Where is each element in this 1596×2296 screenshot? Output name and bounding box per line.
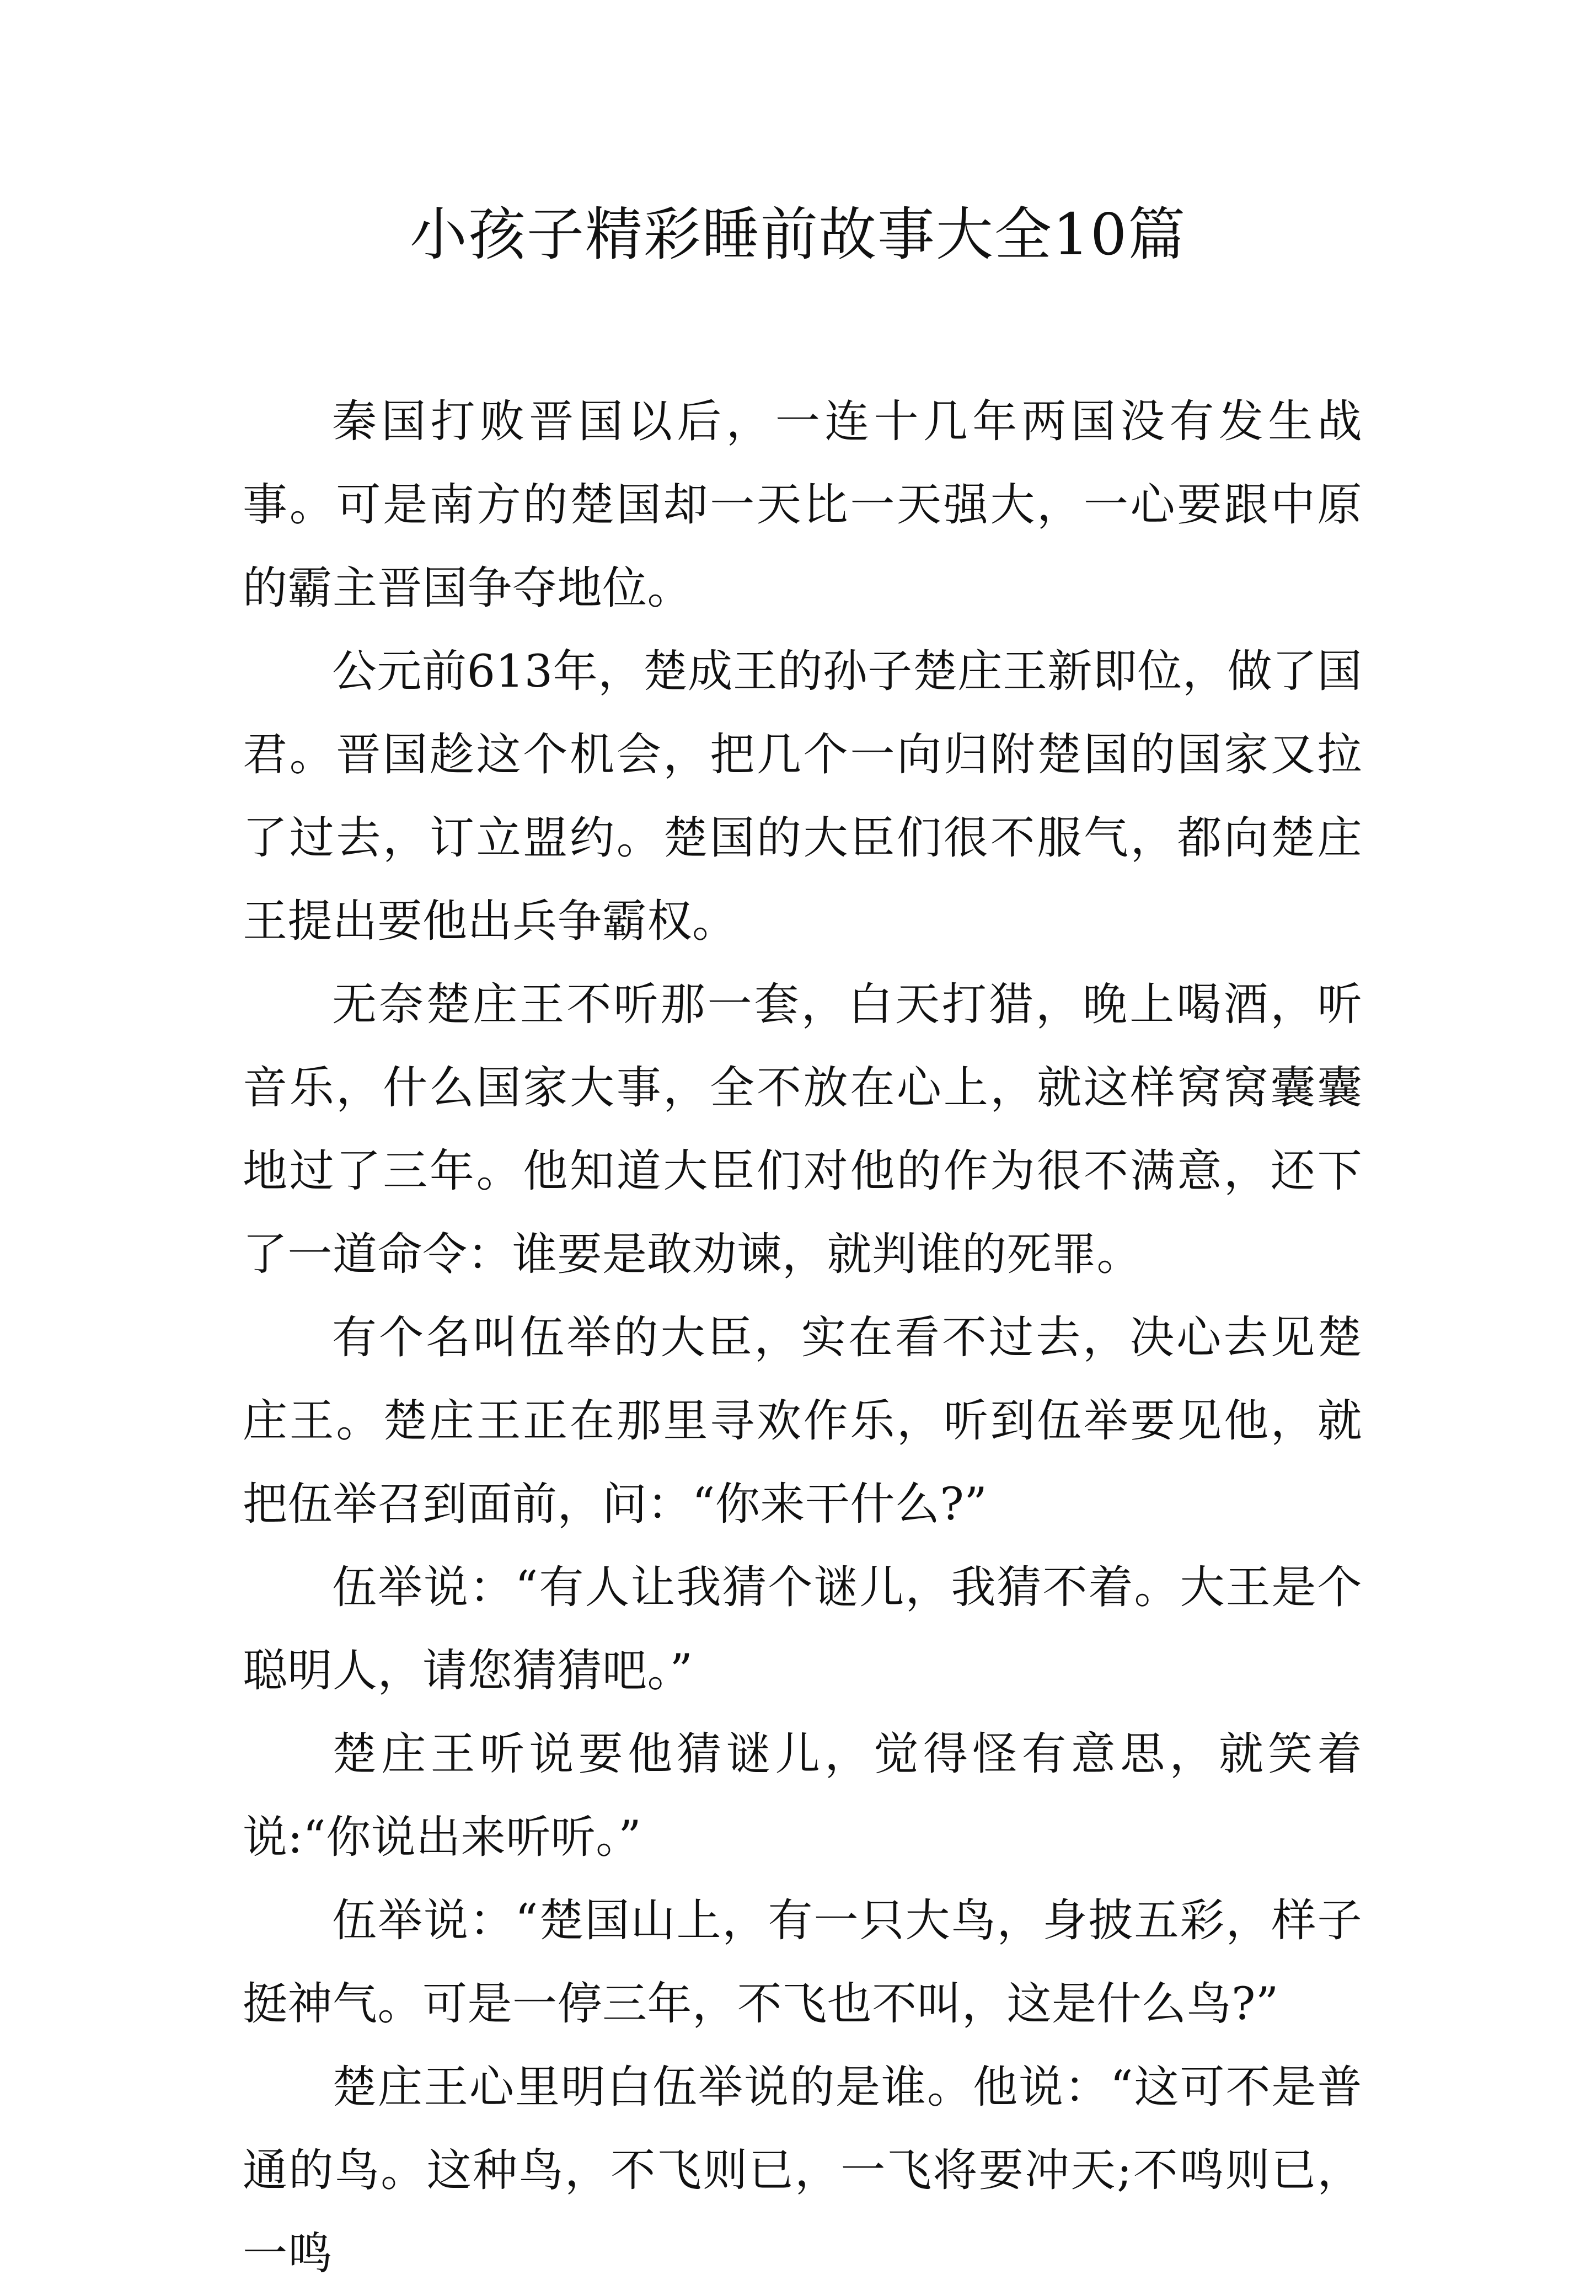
paragraph: 楚庄王听说要他猜谜儿，觉得怪有意思，就笑着说:“你说出来听听。” <box>243 1728 1362 1864</box>
document-title: 小孩子精彩睡前故事大全10篇 <box>409 201 1187 268</box>
paragraph: 有个名叫伍举的大臣，实在看不过去，决心去见楚庄王。楚庄王正在那里寻欢作乐，听到伍举要见他，就把伍举召到面前，问：“你来干什么?” <box>243 1312 1362 1530</box>
paragraph: 楚庄王心里明白伍举说的是谁。他说：“这可不是普通的鸟。这种鸟，不飞则已，一飞将要冲天;不鸣则已，一鸣 <box>243 2062 1362 2280</box>
paragraph: 无奈楚庄王不听那一套，白天打猎，晚上喝酒，听音乐，什么国家大事，全不放在心上，就这样窝窝囊囊地过了三年。他知道大臣们对他的作为很不满意，还下了一道命令：谁要是敢劝谏，就判谁的死罪。 <box>243 979 1362 1281</box>
paragraph: 公元前613年，楚成王的孙子楚庄王新即位，做了国君。晋国趁这个机会，把几个一向归附楚国的国家又拉了过去，订立盟约。楚国的大臣们很不服气，都向楚庄王提出要他出兵争霸权。 <box>243 646 1362 948</box>
paragraph: 伍举说：“楚国山上，有一只大鸟，身披五彩，样子挺神气。可是一停三年，不飞也不叫，这是什么鸟?” <box>243 1895 1362 2030</box>
paragraph: 伍举说：“有人让我猜个谜儿，我猜不着。大王是个聪明人，请您猜猜吧。” <box>243 1562 1362 1697</box>
paragraph: 秦国打败晋国以后，一连十几年两国没有发生战事。可是南方的楚国却一天比一天强大，一心要跟中原的霸主晋国争夺地位。 <box>243 396 1362 614</box>
document-body <box>243 381 1362 2280</box>
